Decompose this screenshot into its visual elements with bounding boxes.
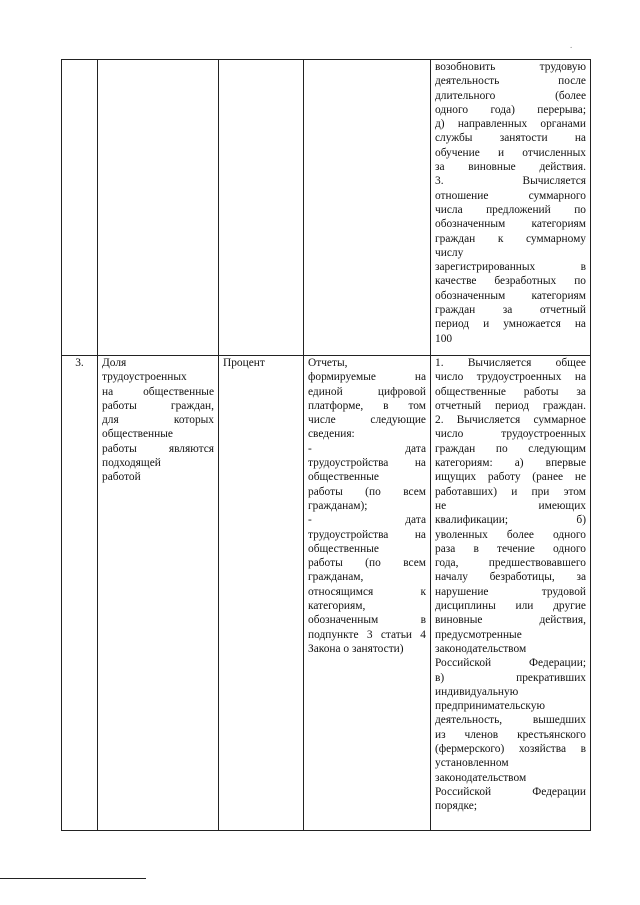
cell-text-line: работы граждан, <box>102 399 214 412</box>
cell-text-line: общественные работы за <box>435 385 586 398</box>
cell-text-line: индивидуальную <box>435 685 519 698</box>
cell-text-line: числе следующие <box>308 414 426 427</box>
cell-text-line: - дата <box>308 442 426 455</box>
table-row <box>62 356 591 831</box>
cell-text-line: трудоустройства на <box>308 457 426 470</box>
cell-text-line: трудоустроенных <box>102 371 187 384</box>
row-number-cell: 3. <box>62 356 98 831</box>
cell-text-line: сведения: <box>308 428 355 441</box>
cell-text-line: предусмотренные <box>435 628 522 641</box>
unit-cell: Процент <box>219 356 304 831</box>
cell-text-line: отчетный период граждан. <box>435 399 586 412</box>
cell-text-line: числу <box>435 246 464 259</box>
cell-text-line: на общественные <box>102 385 214 398</box>
cell-text-line: года, предшествовавшего <box>435 557 586 570</box>
cell-text-line: 3. Вычисляется <box>435 175 586 188</box>
cell-text-line: установленном <box>435 757 509 770</box>
footnote-separator <box>0 878 146 879</box>
cell-text-line: Отчеты, <box>308 357 348 369</box>
cell-text-line: обозначенным в <box>308 614 426 627</box>
cell-text-line: виновные действия, <box>435 614 586 627</box>
cell-text-line: Закона о занятости) <box>308 642 404 655</box>
cell-text-line: д) направленных органами <box>435 118 586 131</box>
indicator-name-cell <box>98 356 219 831</box>
cell-text-line: Доля <box>102 357 127 369</box>
cell-text-line: дисциплины или другие <box>435 600 586 613</box>
cell-text-line: общественные <box>308 542 379 555</box>
unit-cell <box>219 60 304 356</box>
cell-text-line: одного года) перерыва; <box>435 103 586 116</box>
cell-text-line: обозначенным категориям <box>435 289 586 302</box>
cell-text-line: возобновить трудовую <box>435 61 586 73</box>
cell-text-line: началу безработицы, за <box>435 571 586 584</box>
cell-text-line: платформе, в том <box>308 399 426 412</box>
cell-text-line: ищущих работу (ранее не <box>435 471 586 484</box>
cell-text-line: работы являются <box>102 442 214 455</box>
cell-text-line: Российской Федерации; <box>435 657 586 670</box>
cell-text-line: граждан по следующим <box>435 442 586 455</box>
table-row <box>62 60 591 356</box>
cell-text-line: службы занятости на <box>435 132 586 145</box>
cell-text-line: порядке; <box>435 800 477 813</box>
cell-text-line: 1. Вычисляется общее <box>435 357 586 369</box>
cell-text-line: деятельность, вышедших <box>435 714 586 727</box>
cell-text-line: отношение суммарного <box>435 189 586 202</box>
cell-text-line: качестве безработных по <box>435 275 586 288</box>
cell-text-line: числа предложений по <box>435 203 586 216</box>
cell-text-line: общественные <box>102 428 173 441</box>
calculation-method-cell <box>431 60 591 356</box>
cell-text-line: квалификации; б) <box>435 514 586 527</box>
cell-text-line: 100 <box>435 332 453 345</box>
indicator-table <box>61 59 591 831</box>
cell-text-line: из членов крестьянского <box>435 728 586 741</box>
cell-text-line: подпункте 3 статьи 4 <box>308 628 426 641</box>
cell-text-line: предпринимательскую <box>435 700 546 713</box>
cell-text-line: за виновные действия. <box>435 161 586 174</box>
cell-text-line: трудоустройства на <box>308 528 426 541</box>
cell-text-line: деятельность после <box>435 75 586 88</box>
cell-text-line: законодательством <box>435 642 527 655</box>
indicator-name-cell <box>98 60 219 356</box>
cell-text-line: гражданам, <box>308 571 364 584</box>
cell-text-line: обучение и отчисленных <box>435 146 586 159</box>
cell-text-line: относящимся к <box>308 585 426 598</box>
cell-text-line: Российской Федерации <box>435 785 586 798</box>
cell-text-line: длительного (более <box>435 89 586 102</box>
cell-text-line: 2. Вычисляется суммарное <box>435 414 586 427</box>
cell-text-line: категориям, <box>308 600 366 613</box>
page-corner-mark: . <box>570 40 573 50</box>
row-number-cell <box>62 60 98 356</box>
calculation-method-cell <box>431 356 591 831</box>
cell-text-line: работы (по всем <box>308 485 426 498</box>
cell-text-line: период и умножается на <box>435 318 586 331</box>
cell-text-line: подходящей <box>102 457 161 470</box>
cell-text-line: для которых <box>102 414 214 427</box>
cell-text-line: граждан к суммарному <box>435 232 586 245</box>
cell-text-line: в) прекративших <box>435 671 586 684</box>
cell-text-line: обозначенным категориям <box>435 218 586 231</box>
cell-text-line: работавших) и при этом <box>435 485 586 498</box>
cell-text-line: граждан за отчетный <box>435 304 586 317</box>
cell-text-line: единой цифровой <box>308 385 426 398</box>
cell-text-line: нарушение трудовой <box>435 585 586 598</box>
data-source-cell <box>304 356 431 831</box>
cell-text-line: число трудоустроенных <box>435 428 586 441</box>
cell-text-line: - дата <box>308 514 426 527</box>
cell-text-line: работы (по всем <box>308 557 426 570</box>
cell-text-line: законодательством <box>435 771 527 784</box>
cell-text-line: работой <box>102 471 141 484</box>
cell-text-line: уволенных более одного <box>435 528 586 541</box>
cell-text-line: категориям: а) впервые <box>435 457 586 470</box>
cell-text-line: раза в течение одного <box>435 542 586 555</box>
cell-text-line: число трудоустроенных на <box>435 371 586 384</box>
cell-text-line: зарегистрированных в <box>435 261 586 274</box>
cell-text-line: общественные <box>308 471 379 484</box>
cell-text-line: не имеющих <box>435 499 586 512</box>
cell-text-line: гражданам); <box>308 499 368 512</box>
cell-text-line: (фермерского) хозяйства в <box>435 743 586 756</box>
cell-text-line: формируемые на <box>308 371 426 384</box>
data-source-cell <box>304 60 431 356</box>
